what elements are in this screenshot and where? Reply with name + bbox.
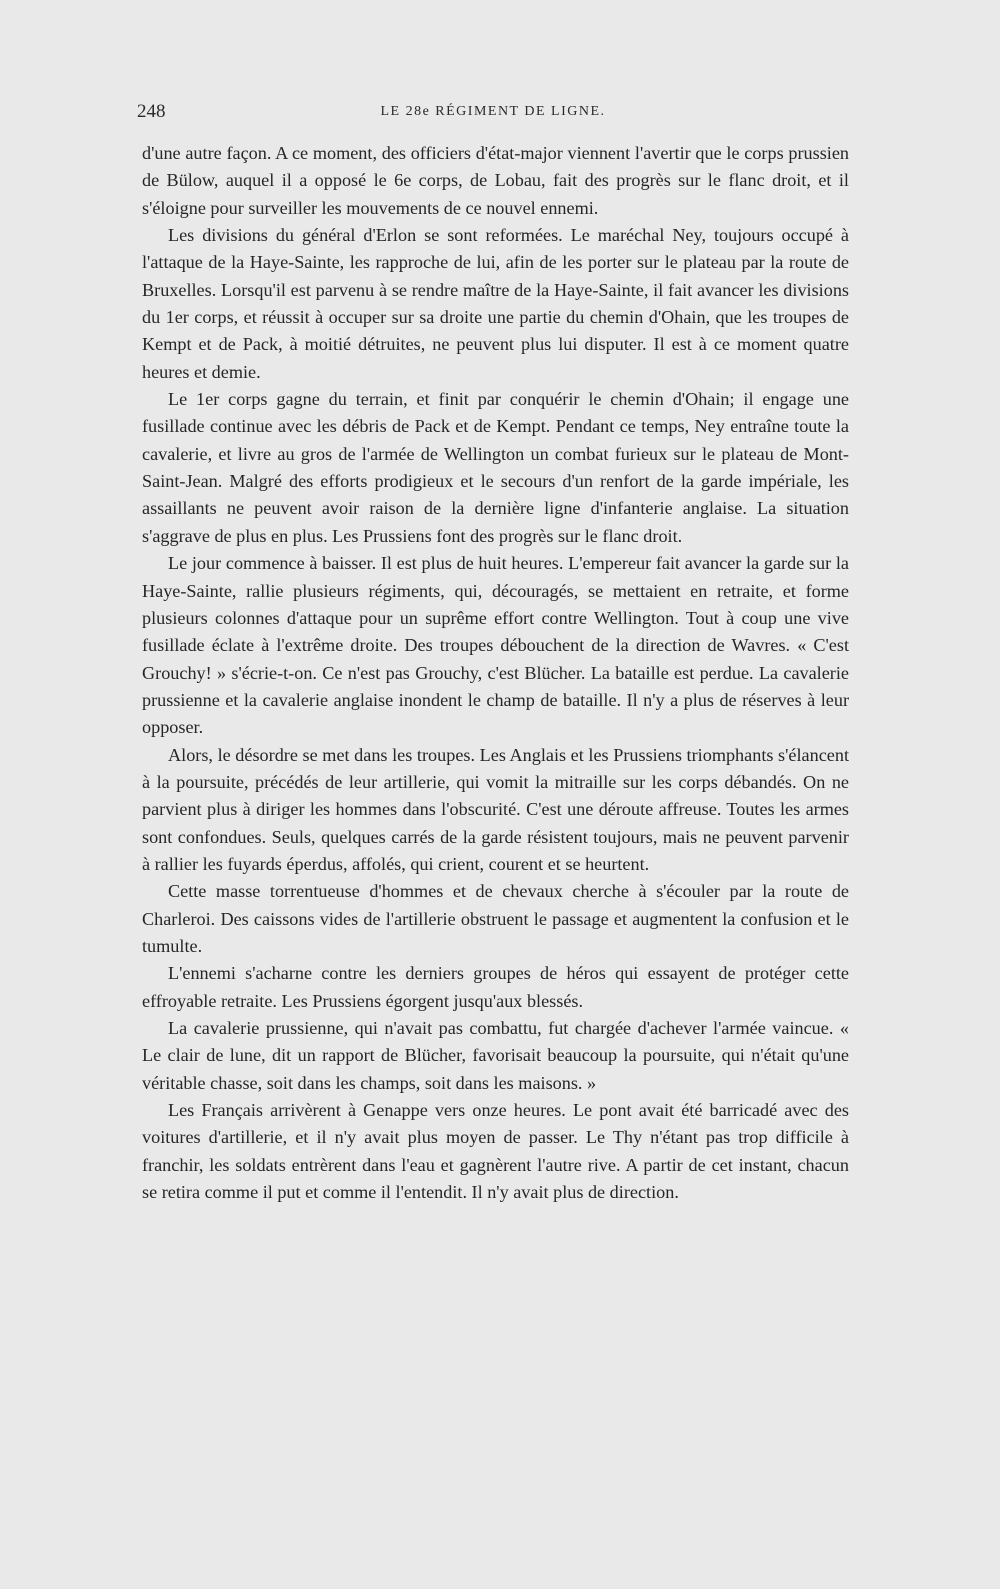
- text-body: [142, 140, 849, 1206]
- paragraph: Les divisions du général d'Erlon se sont reformées. Le maréchal Ney, toujours occupé à l'attaque de la Haye-Sainte, les rapproche de lui, afin de les porter sur le plateau par la route de Bruxelles. Lorsqu'il est parvenu à se rendre maître de la Haye-Sainte, il fait avancer les divisions du 1er corps, et réussit à occuper sur sa droite une partie du chemin d'Ohain, que les troupes de Kempt et de Pack, à moitié détruites, ne peuvent plus lui disputer. Il est à ce moment quatre heures et demie.: [142, 225, 849, 382]
- paragraph: L'ennemi s'acharne contre les derniers groupes de héros qui essayent de protéger cette effroyable retraite. Les Prussiens égorgent jusqu'aux blessés.: [142, 963, 849, 1011]
- paragraph: d'une autre façon. A ce moment, des officiers d'état-major viennent l'avertir que le corps prussien de Bülow, auquel il a opposé le 6e corps, de Lobau, fait des progrès sur le flanc droit, et il s'éloigne pour surveiller les mouvements de ce nouvel ennemi.: [142, 143, 849, 218]
- paragraph: Cette masse torrentueuse d'hommes et de chevaux cherche à s'écouler par la route de Charleroi. Des caissons vides de l'artillerie obstruent le passage et augmentent la confusion et le tumulte.: [142, 881, 849, 956]
- paragraph: Le 1er corps gagne du terrain, et finit par conquérir le chemin d'Ohain; il engage une fusillade continue avec les débris de Pack et de Kempt. Pendant ce temps, Ney entraîne toute la cavalerie, et livre au gros de l'armée de Wellington un combat furieux sur le plateau de Mont-Saint-Jean. Malgré des efforts prodigieux et le secours d'un renfort de la garde impériale, les assaillants ne peuvent avoir raison de la dernière ligne d'infanterie anglaise. La situation s'aggrave de plus en plus. Les Prussiens font des progrès sur le flanc droit.: [142, 389, 849, 546]
- paragraph: Le jour commence à baisser. Il est plus de huit heures. L'empereur fait avancer la garde sur la Haye-Sainte, rallie plusieurs régiments, qui, découragés, se mettaient en retraite, et forme plusieurs colonnes d'attaque pour un suprême effort contre Wellington. Tout à coup une vive fusillade éclate à l'extrême droite. Des troupes débouchent de la direction de Wavres. « C'est Grouchy! » s'écrie-t-on. Ce n'est pas Grouchy, c'est Blücher. La bataille est perdue. La cavalerie prussienne et la cavalerie anglaise inondent le champ de bataille. Il n'y a plus de réserves à leur opposer.: [142, 553, 849, 738]
- running-title: LE 28e RÉGIMENT DE LIGNE.: [380, 104, 606, 119]
- paragraph: Les Français arrivèrent à Genappe vers onze heures. Le pont avait été barricadé avec des voitures d'artillerie, et il n'y avait plus moyen de passer. Le Thy n'étant pas trop difficile à franchir, les soldats entrèrent dans l'eau et gagnèrent l'autre rive. A partir de cet instant, chacun se retira comme il put et comme il l'entendit. Il n'y avait plus de direction.: [142, 1100, 849, 1203]
- page-number: 248: [137, 101, 166, 122]
- paragraph: Alors, le désordre se met dans les troupes. Les Anglais et les Prussiens triomphants s'élancent à la poursuite, précédés de leur artillerie, qui vomit la mitraille sur les corps débandés. On ne parvient plus à diriger les hommes dans l'obscurité. C'est une déroute affreuse. Toutes les armes sont confondues. Seuls, quelques carrés de la garde résistent toujours, mais ne peuvent parvenir à rallier les fuyards éperdus, affolés, qui crient, courent et se heurtent.: [142, 744, 849, 874]
- running-head: [137, 101, 849, 125]
- paragraph: La cavalerie prussienne, qui n'avait pas combattu, fut chargée d'achever l'armée vaincue. « Le clair de lune, dit un rapport de Blücher, favorisait beaucoup la poursuite, qui n'était qu'une véritable chasse, soit dans les champs, soit dans les maisons. »: [142, 1018, 849, 1093]
